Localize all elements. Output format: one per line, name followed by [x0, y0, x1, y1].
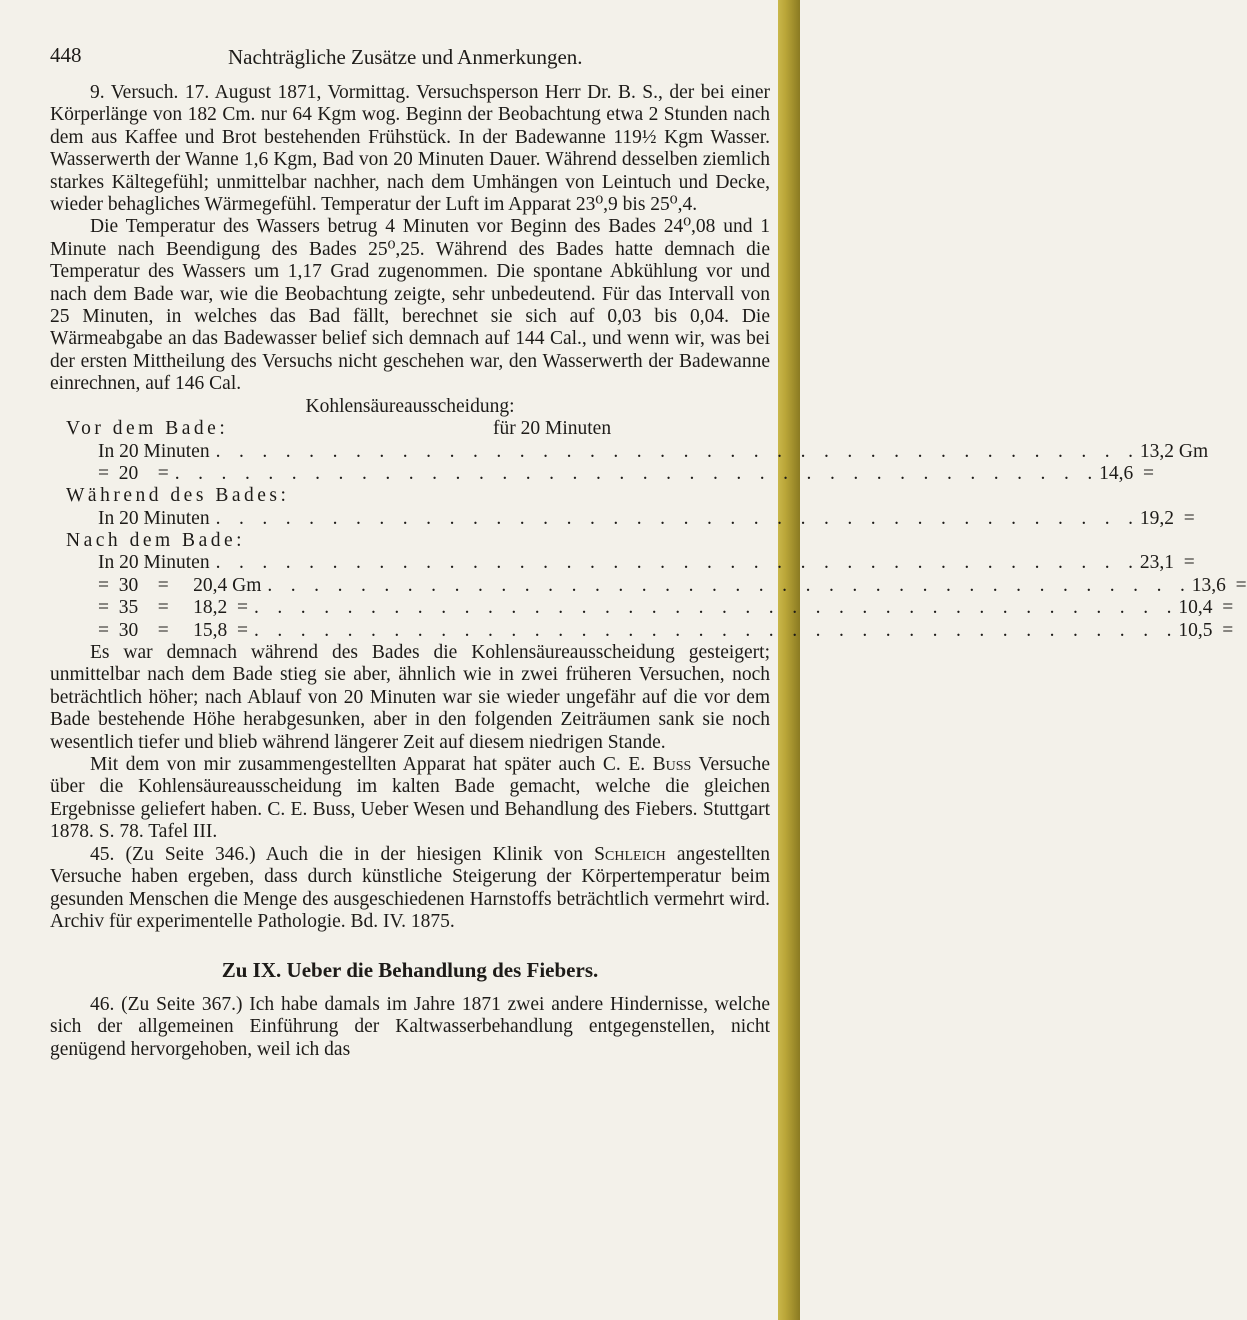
- section-heading: Zu IX. Ueber die Behandlung des Fiebers.: [221, 958, 599, 983]
- row-label: In 20 Minuten: [98, 552, 210, 574]
- before-rows: [98, 440, 1209, 486]
- paragraph-note-45: [50, 844, 770, 934]
- running-title: Nachträgliche Zusätze und Anmerkungen.: [228, 45, 583, 69]
- row-value: 23,1 =: [1139, 552, 1195, 574]
- column-header: für 20 Minuten: [493, 418, 612, 440]
- table-row: [98, 552, 1195, 574]
- paragraph-versuch-9: 9. Versuch. 17. August 1871, Vormittag. Versuchsperson Herr Dr. B. S., der bei einer Körperlänge von 182 Cm. nur 64 Kgm wog. Beginn der Beobachtung etwa 2 Stunden nach dem aus Kaffee und Brot bestehenden Frühstück. In der Badewanne 119½ Kgm Wasser. Wasserwerth der Wanne 1,6 Kgm, Bad von 20 Minuten Dauer. Während desselben ziemlich starkes Kältegefühl; unmittelbar nachher, nach dem Umhängen von Leintuch und Decke, wieder behagliches Wärmegefühl. Temperatur der Luft im Apparat 23⁰,9 bis 25⁰,4.: [50, 82, 770, 216]
- page-edge-binding: [778, 0, 800, 1320]
- row-label: In 20 Minuten: [98, 440, 210, 462]
- leader-dots: . . . . . . . . . . . . . . . . . . . . . . . . . . . . . . . . . . . . . . . .: [215, 552, 1140, 574]
- leader-dots: . . . . . . . . . . . . . . . . . . . . . . . . . . . . . . . . . . . . . . . .: [254, 597, 1179, 619]
- row-value: 19,2 =: [1139, 507, 1195, 529]
- table-row: [98, 597, 1234, 619]
- co2-table: [50, 418, 1247, 642]
- row-label: In 20 Minuten: [98, 507, 210, 529]
- row-value: 14,6 =: [1099, 462, 1154, 484]
- table-header-row: [66, 418, 658, 440]
- during-rows: [98, 507, 1195, 530]
- note-45-prefix: 45. (Zu Seite 346.) Auch die in der hiesigen Klinik von: [90, 843, 595, 865]
- table-title: Kohlensäureausscheidung:: [305, 395, 515, 417]
- paragraph-ergebnis: Es war demnach während des Bades die Kohlensäureausscheidung gesteigert; unmittelbar nach dem Bade stieg sie aber, ähnlich wie in zwei früheren Versuchen, noch beträchtlich höher; nach Ablauf von 20 Minuten war sie wieder ungefähr auf die vor dem Bade bestehende Höhe herabgesunken, aber in den folgenden Zeiträumen sank sie noch wesentlich tiefer und blieb während längerer Zeit auf diesem niedrigen Stande.: [50, 642, 770, 753]
- document-page: [50, 40, 1247, 1061]
- leader-dots: . . . . . . . . . . . . . . . . . . . . . . . . . . . . . . . . . . . . . . . .: [215, 440, 1140, 462]
- table-row: [98, 619, 1234, 642]
- author-name-buss: Buss: [652, 754, 692, 776]
- table-row: [98, 462, 1154, 485]
- buss-rest: Versuche über die Kohlensäureausscheidung im kalten Bade gemacht, welche die gleichen Ergebnisse geliefert haben. C. E. Buss, Ueber Wesen und Behandlung des Fiebers. Stuttgart 1878. S. 78. Tafel III.: [50, 754, 770, 843]
- row-label: = 20 =: [98, 462, 169, 484]
- table-row: [98, 574, 1247, 597]
- row-label: = 30 = 15,8 =: [98, 619, 248, 641]
- section-label-after: Nach dem Bade:: [66, 530, 246, 552]
- page-number: 448: [50, 43, 82, 67]
- row-label: = 30 = 20,4 Gm: [98, 574, 262, 596]
- paragraph-wassertemperatur: Die Temperatur des Wassers betrug 4 Minuten vor Beginn des Bades 24⁰,08 und 1 Minute nach Beendigung des Bades 25⁰,25. Während des Bades hatte demnach die Temperatur des Wassers um 1,17 Grad zugenommen. Die spontane Abkühlung vor und nach dem Bade war, wie die Beobachtung zeigte, sehr unbedeutend. Für das Intervall von 25 Minuten, in welches das Bad fällt, berechnet sie sich auf 0,03 bis 0,04. Die Wärmeabgabe an das Badewasser belief sich demnach auf 144 Cal., und wenn wir, was bei der ersten Mittheilung des Versuchs nicht geschehen war, den Wasserwerth der Badewanne einrechnen, auf 146 Cal.: [50, 216, 770, 395]
- leader-dots: . . . . . . . . . . . . . . . . . . . . . . . . . . . . . . . . . . . . . . . .: [267, 574, 1192, 596]
- leader-dots: . . . . . . . . . . . . . . . . . . . . . . . . . . . . . . . . . . . . . . . .: [254, 619, 1179, 641]
- buss-prefix: Mit dem von mir zusammengestellten Apparat hat später auch C. E.: [90, 754, 653, 776]
- leader-dots: . . . . . . . . . . . . . . . . . . . . . . . . . . . . . . . . . . . . . . . .: [215, 507, 1140, 529]
- author-name-schleich: Schleich: [594, 843, 666, 865]
- row-label: = 35 = 18,2 =: [98, 597, 248, 619]
- page-header: [50, 40, 770, 82]
- row-value: 10,4 =: [1178, 597, 1234, 619]
- row-value: 13,6 =: [1191, 574, 1247, 596]
- table-row: [98, 440, 1209, 463]
- row-value: 10,5 =: [1178, 619, 1234, 641]
- section-label-before: Vor dem Bade:: [66, 418, 229, 440]
- paragraph-buss: [50, 754, 770, 844]
- paragraph-note-46: 46. (Zu Seite 367.) Ich habe damals im Jahre 1871 zwei andere Hindernisse, welche sich der allgemeinen Einführung der Kaltwasserbehandlung entgegenstellen, nicht genügend hervorgehoben, weil ich das: [50, 993, 770, 1060]
- section-label-during: Während des Bades:: [66, 485, 290, 507]
- note-45-rest: angestellten Versuche haben ergeben, dass durch künstliche Steigerung der Körpertemperatur beim gesunden Menschen die Menge des ausgeschiedenen Harnstoffs beträchtlich vermehrt wird. Archiv für experimentelle Pathologie. Bd. IV. 1875.: [50, 843, 770, 932]
- row-value: 13,2 Gm: [1139, 440, 1209, 462]
- after-rows: [98, 552, 1247, 642]
- table-row: [98, 507, 1195, 530]
- leader-dots: . . . . . . . . . . . . . . . . . . . . . . . . . . . . . . . . . . . . . . . .: [174, 462, 1100, 484]
